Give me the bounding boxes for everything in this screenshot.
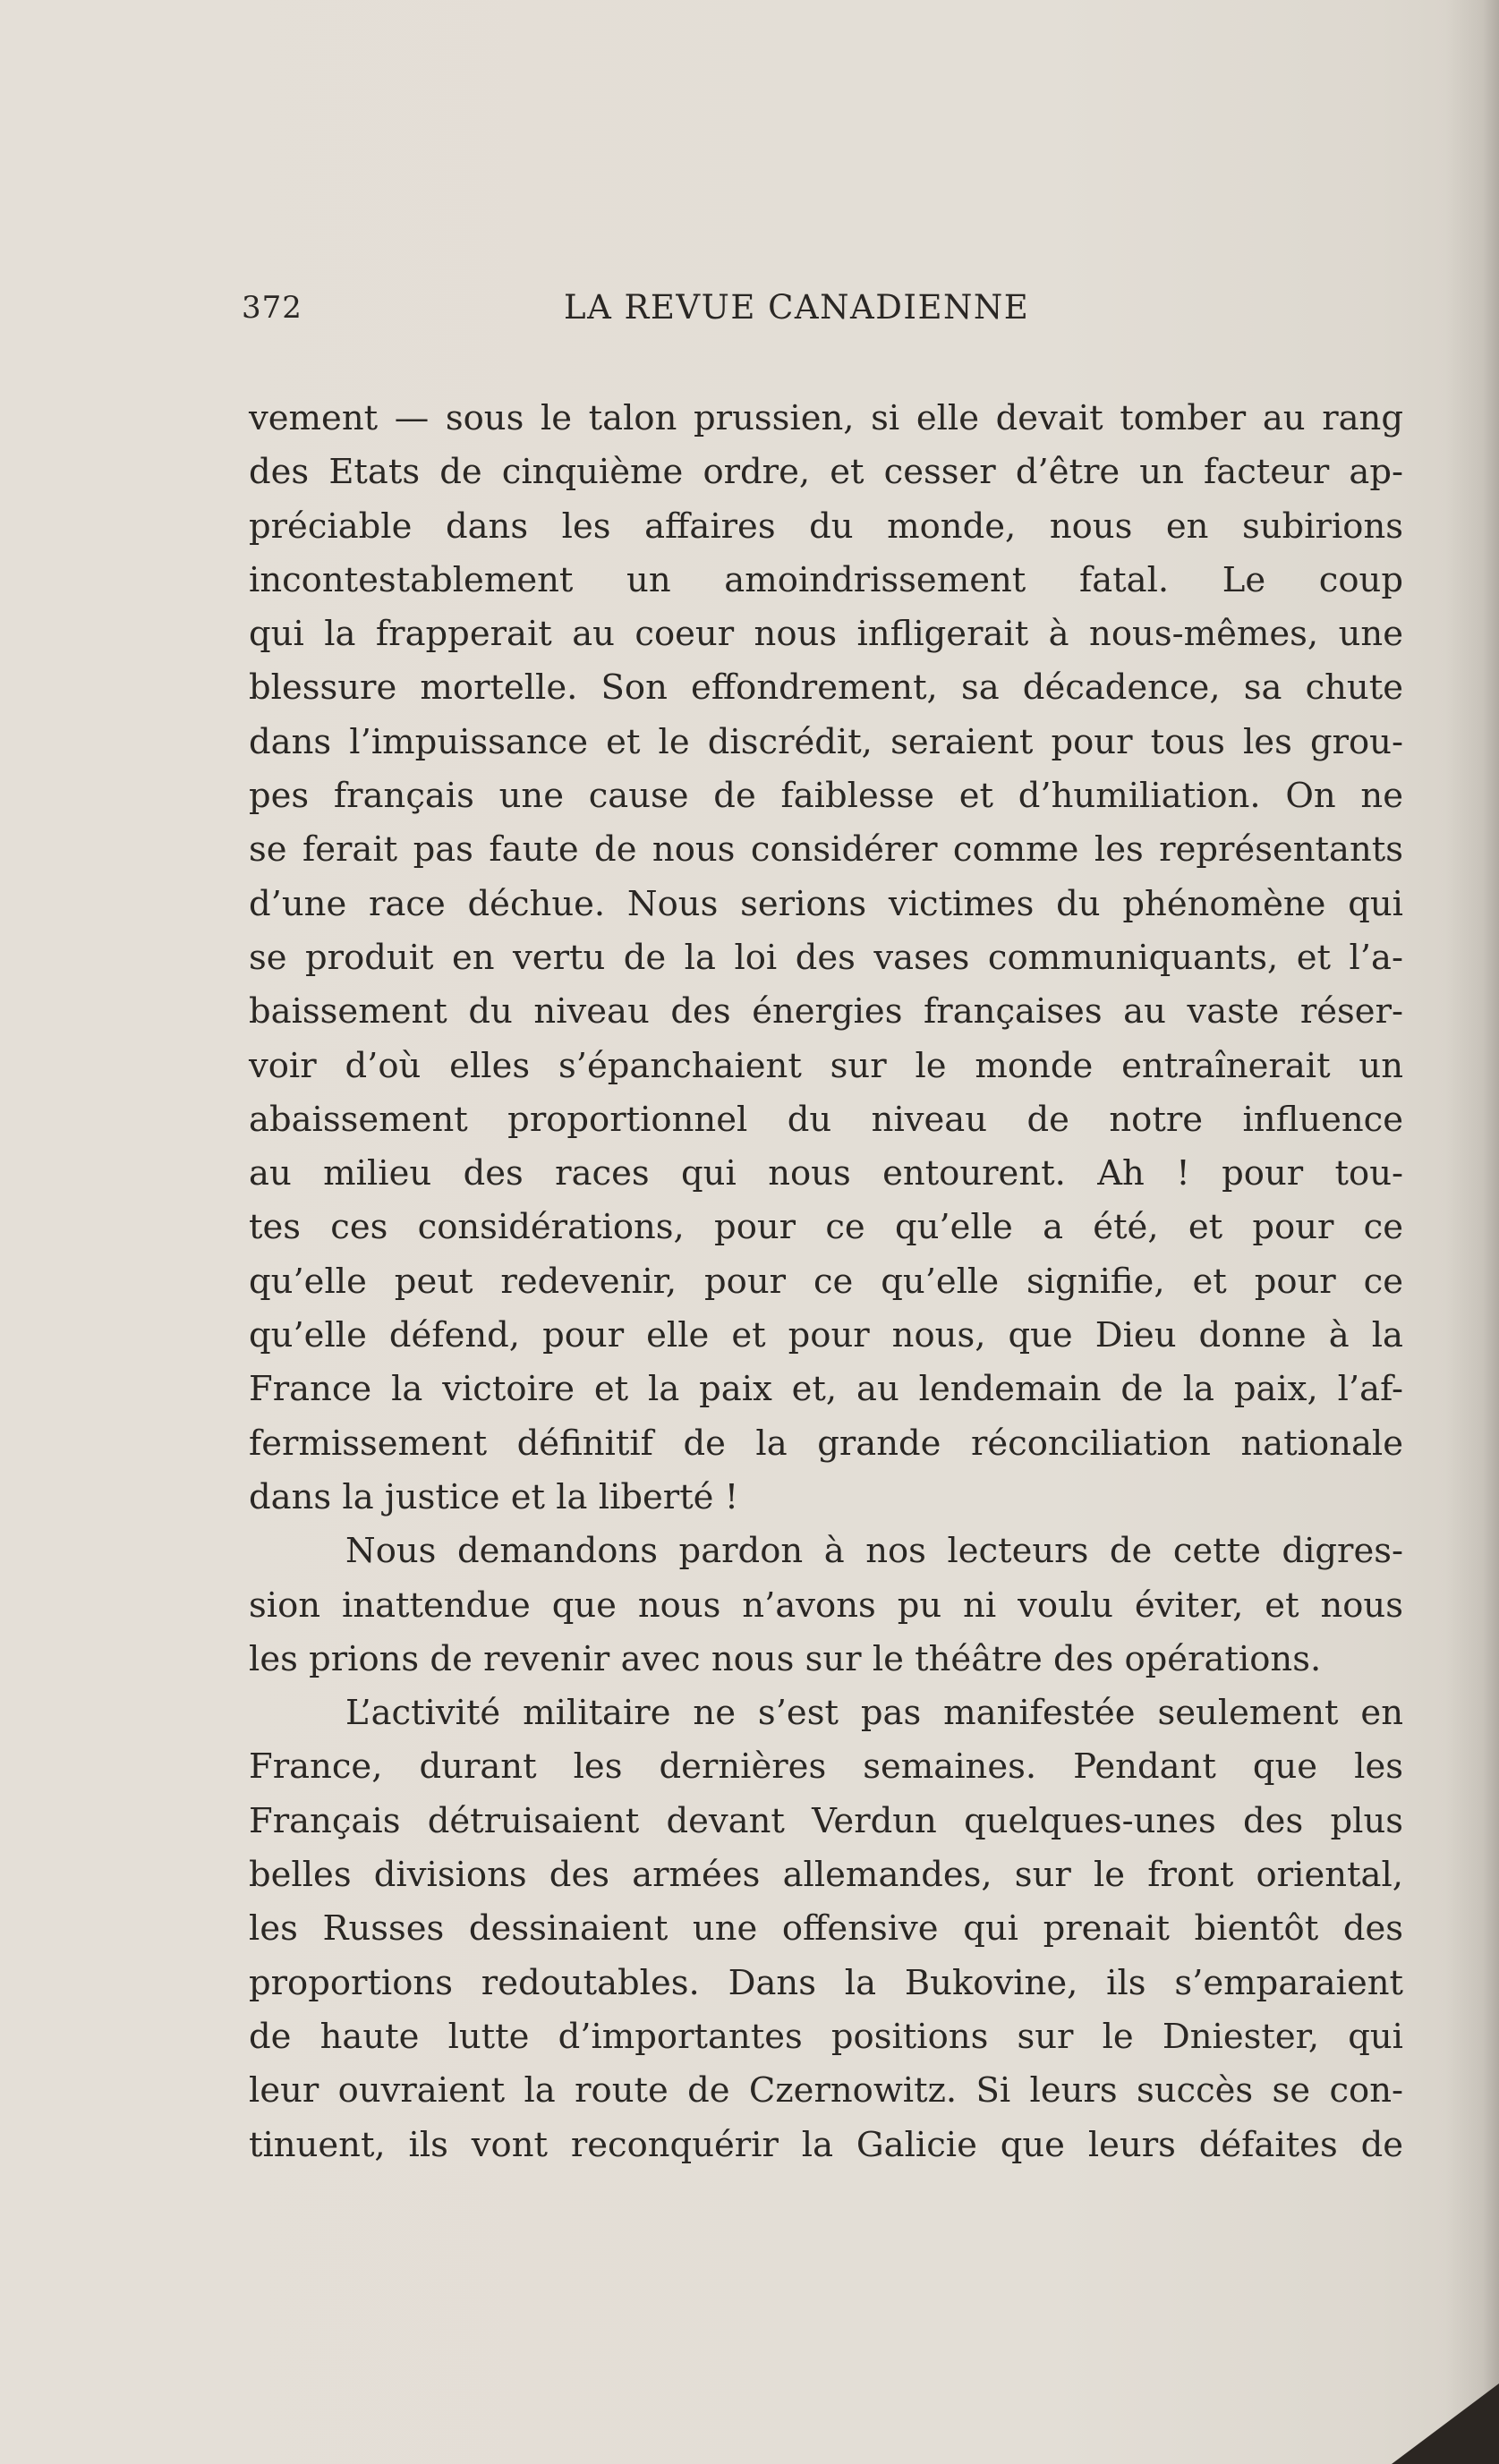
page-number: 372 — [242, 290, 302, 326]
text-line: Français détruisaient devant Verdun quelques-unes des plus — [249, 1800, 1403, 1841]
body-text — [249, 392, 1403, 2172]
text-line-paragraph-end: les prions de revenir avec nous sur le théâtre des opérations. — [249, 1638, 1322, 1679]
text-line: dans l’impuissance et le discrédit, seraient pour tous les grou- — [249, 721, 1403, 762]
text-line: pes français une cause de faiblesse et d’humiliation. On ne — [249, 776, 1403, 817]
text-line: France la victoire et la paix et, au lendemain de la paix, l’af- — [249, 1369, 1403, 1410]
text-line: proportions redoutables. Dans la Bukovine, ils s’emparaient — [249, 1962, 1403, 2003]
text-line: blessure mortelle. Son effondrement, sa décadence, sa chute — [249, 667, 1403, 709]
text-line: se ferait pas faute de nous considérer comme les représentants — [249, 829, 1403, 871]
text-line: les Russes dessinaient une offensive qui prenait bientôt des — [249, 1908, 1403, 1950]
text-line: tes ces considérations, pour ce qu’elle a été, et pour ce — [249, 1207, 1403, 1248]
text-line-paragraph-start: Nous demandons pardon à nos lecteurs de cette digres- — [345, 1531, 1403, 1572]
text-line-paragraph-start: L’activité militaire ne s’est pas manifestée seulement en — [345, 1693, 1403, 1734]
text-line: voir d’où elles s’épanchaient sur le monde entraînerait un — [249, 1045, 1403, 1086]
text-line: baissement du niveau des énergies françaises au vaste réser- — [249, 991, 1403, 1032]
text-line: abaissement proportionnel du niveau de notre influence — [249, 1099, 1403, 1140]
text-line: qu’elle peut redevenir, pour ce qu’elle signifie, et pour ce — [249, 1261, 1403, 1302]
text-line: tinuent, ils vont reconquérir la Galicie que leurs défaites de — [249, 2124, 1403, 2165]
text-line: préciable dans les affaires du monde, nous en subirions — [249, 506, 1403, 547]
text-line: d’une race déchue. Nous serions victimes du phénomène qui — [249, 883, 1403, 924]
text-line: de haute lutte d’importantes positions sur le Dniester, qui — [249, 2016, 1403, 2057]
text-line: incontestablement un amoindrissement fatal. Le coup — [249, 559, 1403, 600]
scan-corner-shadow — [1392, 2383, 1499, 2464]
text-line-paragraph-end: dans la justice et la liberté ! — [249, 1476, 739, 1517]
page-header — [242, 285, 1414, 338]
text-line: se produit en vertu de la loi des vases communiquants, et l’a- — [249, 937, 1403, 978]
text-line: au milieu des races qui nous entourent. Ah ! pour tou- — [249, 1153, 1403, 1194]
text-line: qui la frapperait au coeur nous infligerait à nous-mêmes, une — [249, 614, 1403, 655]
text-line: qu’elle défend, pour elle et pour nous, que Dieu donne à la — [249, 1315, 1403, 1356]
text-line: leur ouvraient la route de Czernowitz. Si leurs succès se con- — [249, 2070, 1403, 2111]
text-line: fermissement définitif de la grande réconciliation nationale — [249, 1423, 1403, 1464]
text-line: des Etats de cinquième ordre, et cesser d’être un facteur ap- — [249, 452, 1403, 493]
page-edge-shadow — [1445, 0, 1499, 2464]
running-title: LA REVUE CANADIENNE — [564, 288, 1030, 327]
text-line: vement — sous le talon prussien, si elle devait tomber au rang — [249, 398, 1403, 438]
text-line: sion inattendue que nous n’avons pu ni voulu éviter, et nous — [249, 1585, 1403, 1626]
text-line: France, durant les dernières semaines. Pendant que les — [249, 1746, 1403, 1788]
text-line: belles divisions des armées allemandes, sur le front oriental, — [249, 1855, 1403, 1896]
